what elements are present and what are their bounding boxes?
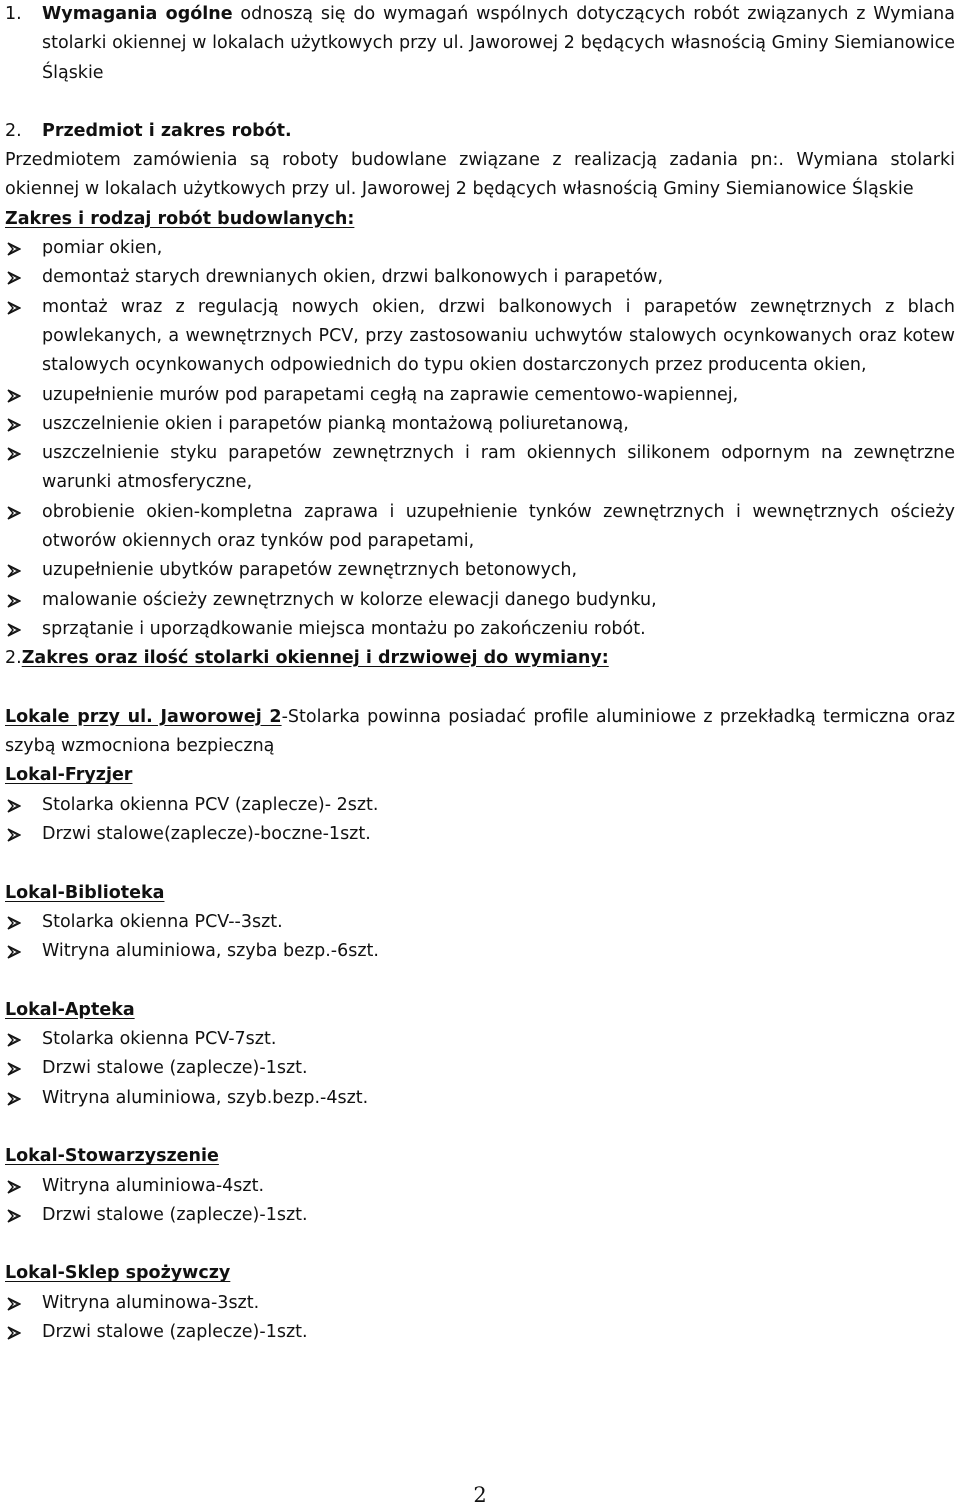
arrowhead-bullet-icon xyxy=(5,498,35,527)
section-1-text xyxy=(42,0,955,88)
arrowhead-bullet-icon xyxy=(5,556,35,585)
arrowhead-bullet-icon xyxy=(5,381,35,410)
section-1 xyxy=(5,0,955,88)
local-heading: Lokal-Apteka xyxy=(5,999,135,1020)
local-item-text: Stolarka okienna PCV--3szt. xyxy=(42,911,283,932)
arrowhead-bullet-icon xyxy=(5,1318,35,1347)
arrowhead-bullet-icon xyxy=(5,439,35,468)
arrowhead-bullet-icon xyxy=(5,586,35,615)
local-item-text: Stolarka okienna PCV-7szt. xyxy=(42,1029,277,1050)
section-1-bold-lead: Wymagania ogólne xyxy=(42,4,233,24)
scope-item xyxy=(5,556,955,585)
arrowhead-bullet-icon xyxy=(5,820,35,849)
scope-item xyxy=(5,498,955,557)
arrowhead-bullet-icon xyxy=(5,791,35,820)
arrowhead-bullet-icon xyxy=(5,234,35,263)
scope-item xyxy=(5,410,955,439)
local-item-text: Drzwi stalowe (zaplecze)-1szt. xyxy=(42,1204,308,1225)
local-item xyxy=(5,1172,955,1201)
scope-item-text: malowanie ościeży zewnętrznych w kolorze elewacji danego budynku, xyxy=(42,589,657,610)
arrowhead-bullet-icon xyxy=(5,263,35,292)
section-2-number: 2. xyxy=(5,120,22,141)
arrowhead-bullet-icon xyxy=(5,1201,35,1230)
section-1-body: odnoszą się do wymagań wspólnych dotyczących robót związanych z Wymiana stolarki okiennej w lokalach użytkowych przy ul. Jaworowej 2 będących własnością Gminy Siemianowice Śląskie xyxy=(42,4,955,83)
scope-item-text: pomiar okien, xyxy=(42,238,163,259)
lokale-intro-text: -Stolarka powinna posiadać profile aluminiowe z przekładką termiczna oraz szybą wzmocniona bezpieczną xyxy=(5,706,955,757)
local-item xyxy=(5,1201,955,1230)
scope-item xyxy=(5,615,955,644)
local-item xyxy=(5,908,955,937)
local-item-text: Drzwi stalowe (zaplecze)-1szt. xyxy=(42,1322,308,1343)
scope-item-text: uszczelnienie styku parapetów zewnętrznych i ram okiennych silikonem odpornym na zewnętrzne warunki atmosferyczne, xyxy=(42,443,955,493)
section-2-heading xyxy=(5,117,955,146)
local-item xyxy=(5,1318,955,1347)
scope-item xyxy=(5,293,955,381)
local-item-text: Witryna aluminowa-3szt. xyxy=(42,1292,260,1313)
arrowhead-bullet-icon xyxy=(5,1054,35,1083)
local-item-text: Witryna aluminiowa, szyba bezp.-6szt. xyxy=(42,941,379,962)
arrowhead-bullet-icon xyxy=(5,1025,35,1054)
arrowhead-bullet-icon xyxy=(5,908,35,937)
local-heading: Lokal-Fryzjer xyxy=(5,765,133,786)
lokale-intro-heading: Lokale przy ul. Jaworowej 2 xyxy=(5,706,282,727)
scope-item-text: sprzątanie i uporządkowanie miejsca montażu po zakończeniu robót. xyxy=(42,618,646,639)
document-page xyxy=(5,0,955,1347)
lokale-intro xyxy=(5,703,955,762)
scope-heading: Zakres i rodzaj robót budowlanych: xyxy=(5,208,355,229)
scope-item xyxy=(5,234,955,263)
local-item-text: Witryna aluminiowa, szyb.bezp.-4szt. xyxy=(42,1087,369,1108)
scope-item-text: uszczelnienie okien i parapetów pianką montażową poliuretanową, xyxy=(42,413,629,434)
section-2-intro: Przedmiotem zamówienia są roboty budowlane związane z realizacją zadania pn:. Wymiana stolarki okiennej w lokalach użytkowych przy ul. Jaworowej 2 będących własnością Gminy Siemianowice Śląskie xyxy=(5,150,955,200)
scope-item-text: obrobienie okien-kompletna zaprawa i uzupełnienie tynków zewnętrznych i wewnętrznych ościeży otworów okiennych oraz tynków pod parapetami, xyxy=(42,501,955,552)
local-item xyxy=(5,1289,955,1318)
local-heading: Lokal-Biblioteka xyxy=(5,882,165,903)
scope-item xyxy=(5,263,955,292)
arrowhead-bullet-icon xyxy=(5,615,35,644)
scope-item-text: uzupełnienie ubytków parapetów zewnętrznych betonowych, xyxy=(42,560,578,581)
scope-item xyxy=(5,439,955,498)
local-heading: Lokal-Stowarzyszenie xyxy=(5,1146,219,1167)
local-item-text: Drzwi stalowe (zaplecze)-1szt. xyxy=(42,1058,308,1079)
local-item-text: Drzwi stalowe(zaplecze)-boczne-1szt. xyxy=(42,824,371,845)
arrowhead-bullet-icon xyxy=(5,293,35,322)
arrowhead-bullet-icon xyxy=(5,937,35,966)
local-item-text: Witryna aluminiowa-4szt. xyxy=(42,1175,265,1196)
scope-item xyxy=(5,381,955,410)
section-3-number: 2. xyxy=(5,648,22,669)
local-item xyxy=(5,1084,955,1113)
arrowhead-bullet-icon xyxy=(5,410,35,439)
page-number: 2 xyxy=(473,1483,487,1507)
section-3-title xyxy=(5,644,955,673)
section-3-title-text: Zakres oraz ilość stolarki okiennej i drzwiowej do wymiany: xyxy=(21,648,609,669)
arrowhead-bullet-icon xyxy=(5,1289,35,1318)
scope-item xyxy=(5,586,955,615)
scope-item-text: montaż wraz z regulacją nowych okien, drzwi balkonowych i parapetów zewnętrznych z blach powlekanych, a wewnętrznych PCV, przy zastosowaniu uchwytów stalowych ocynkowanych oraz kotew stalowych ocynkowanych odpowiednich do typu okien dostarczonych przez producenta okien, xyxy=(42,296,955,376)
local-item xyxy=(5,820,955,849)
local-item xyxy=(5,1025,955,1054)
local-item-text: Stolarka okienna PCV (zaplecze)- 2szt. xyxy=(42,794,379,815)
local-heading: Lokal-Sklep spożywczy xyxy=(5,1263,231,1284)
local-item xyxy=(5,1054,955,1083)
arrowhead-bullet-icon xyxy=(5,1172,35,1201)
scope-item-text: demontaż starych drewnianych okien, drzwi balkonowych i parapetów, xyxy=(42,267,664,288)
arrowhead-bullet-icon xyxy=(5,1084,35,1113)
local-item xyxy=(5,791,955,820)
local-item xyxy=(5,937,955,966)
locals-list xyxy=(5,761,955,1347)
section-2-title: Przedmiot i zakres robót. xyxy=(42,120,292,141)
scope-item-text: uzupełnienie murów pod parapetami cegłą na zaprawie cementowo-wapiennej, xyxy=(42,384,739,405)
section-1-number: 1. xyxy=(5,4,22,24)
scope-list xyxy=(5,234,955,644)
